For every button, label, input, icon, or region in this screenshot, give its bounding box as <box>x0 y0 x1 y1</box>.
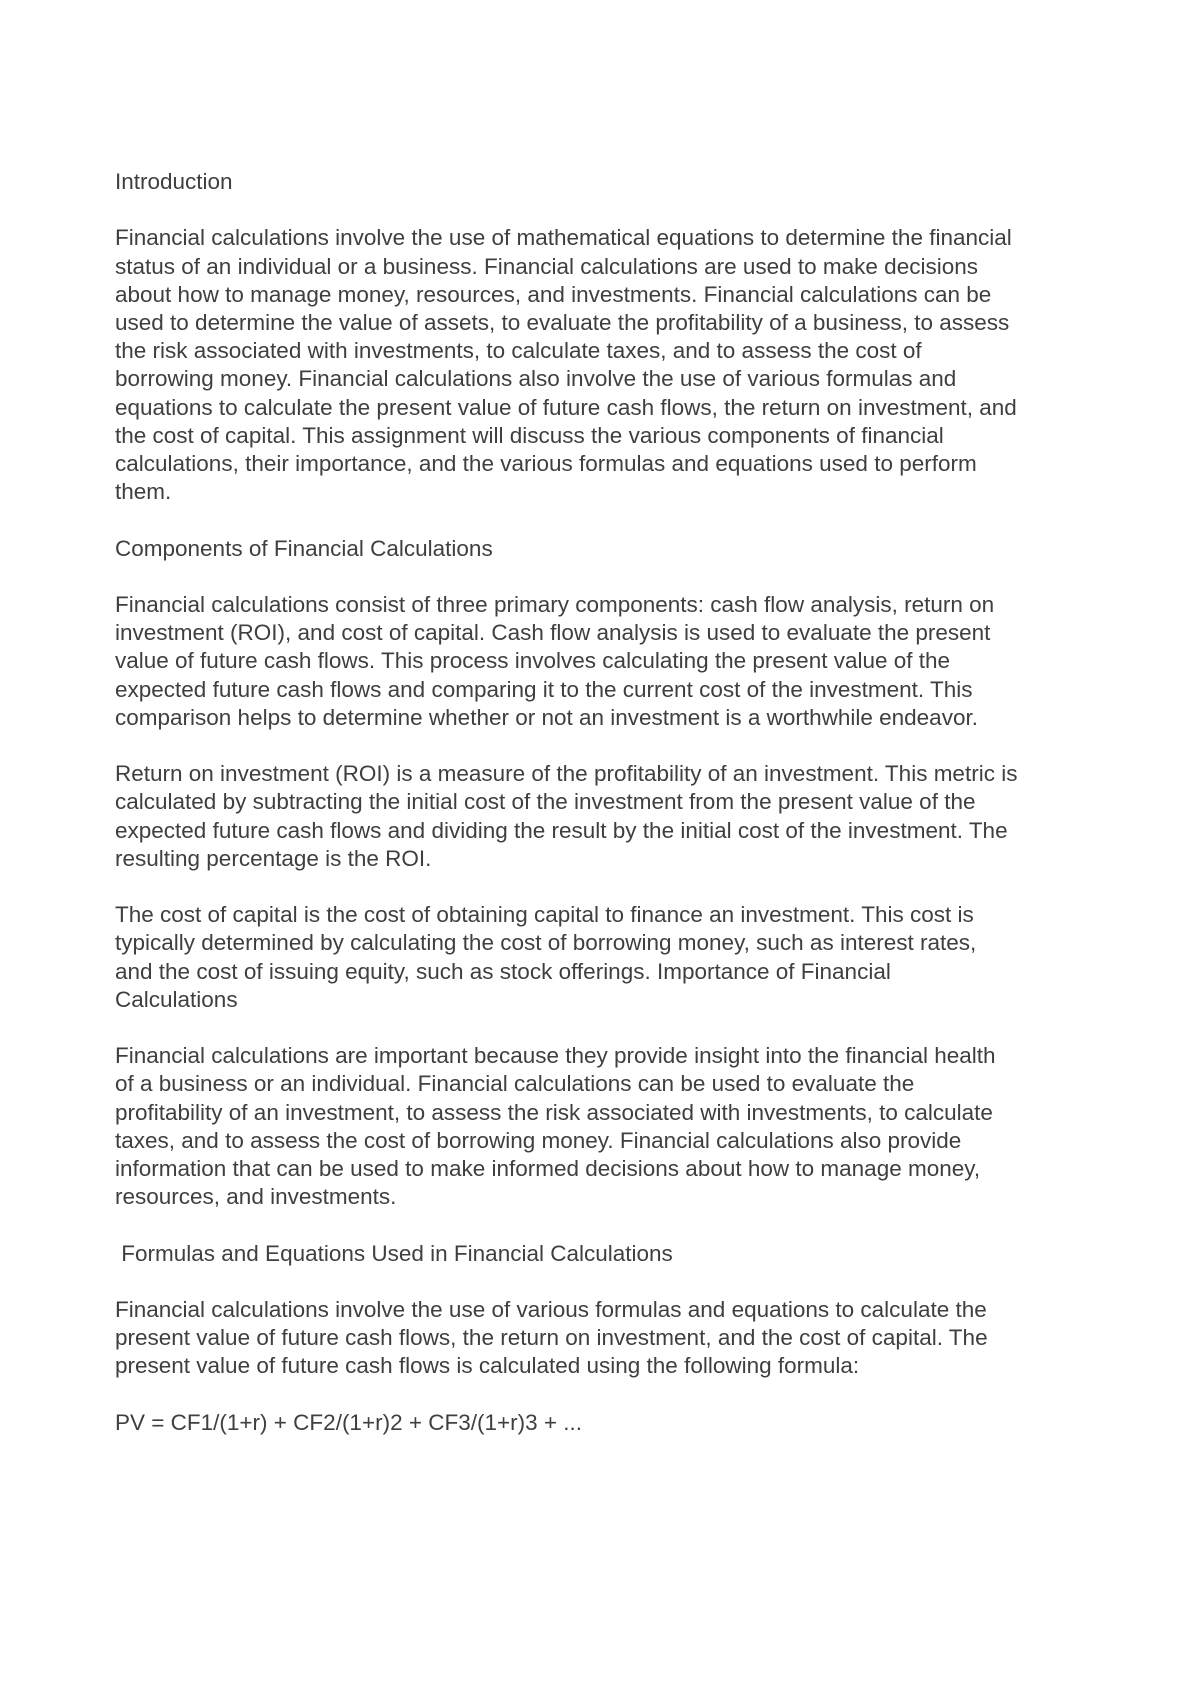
paragraph-gap <box>115 196 1100 224</box>
roi-paragraph <box>115 760 1100 873</box>
text-line: present value of future cash flows is calculated using the following formula: <box>115 1353 860 1379</box>
formulas-paragraph <box>115 1296 1100 1381</box>
text-line: calculations, their importance, and the various formulas and equations used to perform <box>115 451 977 477</box>
paragraph-gap <box>115 506 1100 534</box>
paragraph-gap <box>115 1014 1100 1042</box>
text-line: of a business or an individual. Financial calculations can be used to evaluate the <box>115 1071 915 1097</box>
text-line: resources, and investments. <box>115 1184 397 1210</box>
text-line: used to determine the value of assets, to evaluate the profitability of a business, to assess <box>115 310 1010 335</box>
text-line: value of future cash flows. This process involves calculating the present value of the <box>115 648 951 674</box>
paragraph-gap <box>115 1381 1100 1409</box>
paragraph-gap <box>115 1268 1100 1296</box>
components-paragraph <box>115 591 1100 732</box>
importance-paragraph <box>115 1042 1100 1211</box>
intro-paragraph <box>115 224 1100 506</box>
text-line: comparison helps to determine whether or not an investment is a worthwhile endeavor. <box>115 704 978 730</box>
paragraph-gap <box>115 1211 1100 1239</box>
text-line: calculated by subtracting the initial cost of the investment from the present value of the <box>115 789 976 815</box>
text-line: the risk associated with investments, to calculate taxes, and to assess the cost of <box>115 338 922 364</box>
text-line: Financial calculations involve the use of mathematical equations to determine the financial <box>115 225 1012 251</box>
text-line: Return on investment (ROI) is a measure of the profitability of an investment. This metric is <box>115 761 1018 787</box>
text-line: status of an individual or a business. Financial calculations are used to make decisions <box>115 253 978 279</box>
text-line: them. <box>115 479 172 505</box>
text-line: investment (ROI), and cost of capital. Cash flow analysis is used to evaluate the present <box>115 620 991 646</box>
text-line: resulting percentage is the ROI. <box>115 845 432 871</box>
paragraph-gap <box>115 873 1100 901</box>
text-line: present value of future cash flows, the return on investment, and the cost of capital. The <box>115 1325 988 1351</box>
text-line: and the cost of issuing equity, such as stock offerings. Importance of Financial <box>115 958 891 984</box>
text-line: borrowing money. Financial calculations also involve the use of various formulas and <box>115 366 957 392</box>
intro-heading: Introduction <box>115 169 233 194</box>
text-line: about how to manage money, resources, and investments. Financial calculations can be <box>115 281 992 307</box>
text-line: expected future cash flows and comparing it to the current cost of the investment. This <box>115 676 973 702</box>
text-line: Financial calculations are important because they provide insight into the financial health <box>115 1043 996 1069</box>
components-heading: Components of Financial Calculations <box>115 535 493 561</box>
paragraph-gap <box>115 732 1100 760</box>
text-line: expected future cash flows and dividing the result by the initial cost of the investment. The <box>115 817 1008 843</box>
text-line: Calculations <box>115 986 238 1012</box>
text-line: profitability of an investment, to assess the risk associated with investments, to calculate <box>115 1099 993 1125</box>
text-line: the cost of capital. This assignment will discuss the various components of financial <box>115 422 944 448</box>
present-value-formula: PV = CF1/(1+r) + CF2/(1+r)2 + CF3/(1+r)3 + ... <box>115 1409 583 1435</box>
text-line: Financial calculations consist of three primary components: cash flow analysis, return on <box>115 592 995 617</box>
text-line: The cost of capital is the cost of obtaining capital to finance an investment. This cost is <box>115 902 974 928</box>
capital-paragraph <box>115 901 1100 1014</box>
text-line: information that can be used to make informed decisions about how to manage money, <box>115 1156 981 1182</box>
text-line: taxes, and to assess the cost of borrowing money. Financial calculations also provide <box>115 1127 962 1153</box>
text-line: equations to calculate the present value of future cash flows, the return on investment, and <box>115 394 1017 420</box>
text-line: Financial calculations involve the use of various formulas and equations to calculate the <box>115 1297 987 1322</box>
text-line: typically determined by calculating the cost of borrowing money, such as interest rates, <box>115 930 977 956</box>
paragraph-gap <box>115 563 1100 591</box>
formulas-heading: Formulas and Equations Used in Financial Calculations <box>115 1240 673 1266</box>
